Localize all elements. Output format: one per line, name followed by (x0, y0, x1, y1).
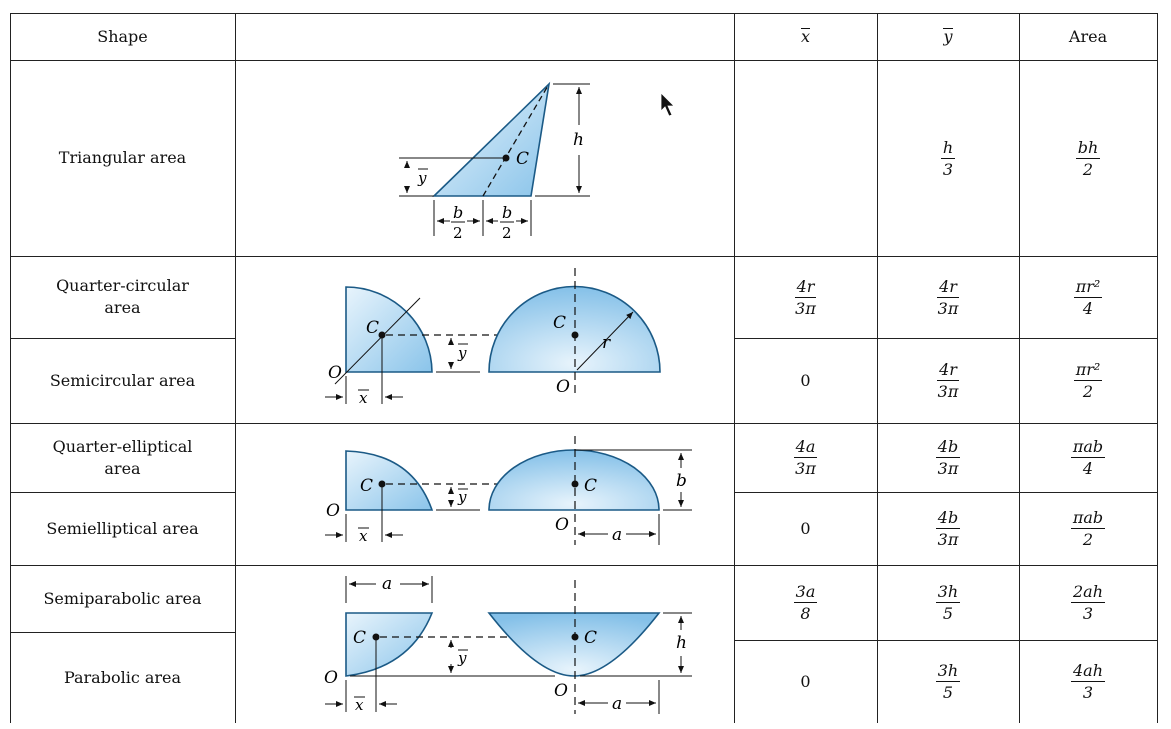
xbar-cell: 0 (800, 671, 811, 691)
xbar-label: x (355, 696, 364, 714)
header-shape: Shape (97, 26, 148, 46)
triangle-diagram (399, 84, 590, 242)
centroid-dot (572, 481, 579, 488)
xbar-cell: 0 (800, 370, 811, 390)
centroid-label: C (584, 628, 598, 648)
radius-label: r (602, 333, 611, 353)
origin-label: O (324, 668, 338, 688)
centroid-label: C (584, 476, 598, 496)
ybar-cell: $\frac{3h}{5}$ (937, 582, 959, 623)
shape-name: Semiparabolic area (43, 588, 202, 608)
origin-label: O (554, 681, 568, 701)
area-cell: $\frac{\text{πab}}{4}$ (1072, 437, 1104, 478)
centroid-label: C (516, 149, 530, 169)
centroid-label: C (553, 313, 567, 333)
xbar-cell: $\frac{4a}{3\pi}$ (795, 437, 816, 478)
shape-name: Semicircular area (49, 370, 196, 390)
centroid-label: C (360, 476, 374, 496)
shape-name: Semielliptical area (46, 518, 199, 538)
header-xbar: x (800, 27, 811, 46)
area-cell: $\frac{\text{πab}}{2}$ (1072, 508, 1104, 549)
half-base-den: 2 (502, 224, 512, 242)
centroid-label: C (366, 318, 380, 338)
xbar-cell: $\frac{4r}{3\pi}$ (795, 276, 816, 318)
xbar-cell: 0 (800, 518, 811, 538)
shape-name: Quarter-elliptical area (52, 436, 193, 478)
elliptical-diagram (325, 436, 692, 545)
ybar-label: y (458, 344, 467, 362)
shape-name: Parabolic area (63, 667, 182, 687)
origin-label: O (555, 515, 569, 535)
centroid-dot (572, 332, 579, 339)
ybar-cell: $\frac{h}{3}$ (942, 137, 954, 179)
centroid-dot (373, 634, 380, 641)
triangle-shape (434, 84, 549, 196)
parabolic-diagram (324, 574, 692, 714)
ybar-cell: $\frac{3h}{5}$ (937, 661, 959, 702)
xbar-label: x (359, 389, 368, 407)
half-base-den: 2 (453, 224, 463, 242)
area-cell: $\frac{\text{πr²}}{2}$ (1075, 360, 1101, 401)
centroid-dot (572, 634, 579, 641)
height-label: h (573, 130, 584, 150)
ybar-label: y (458, 488, 467, 506)
h-label: h (676, 633, 687, 653)
ybar-cell: $\frac{4b}{3\pi}$ (937, 437, 959, 478)
header-area: Area (1068, 26, 1108, 46)
origin-label: O (326, 501, 340, 521)
a-label: a (612, 694, 623, 714)
a-label: a (382, 574, 393, 594)
header-ybar: y (943, 27, 953, 46)
xbar-label: x (359, 527, 368, 545)
a-label: a (612, 525, 623, 545)
centroid-dot (379, 481, 386, 488)
area-cell: $\frac{\text{πr²}}{4}$ (1075, 276, 1101, 318)
area-cell: $\frac{bh}{2}$ (1077, 137, 1099, 179)
half-base-num: b (453, 203, 464, 222)
mouse-pointer-icon (661, 93, 674, 116)
ybar-cell: $\frac{4r}{3\pi}$ (937, 276, 959, 318)
ybar-label: y (418, 169, 427, 187)
shape-name: Triangular area (58, 148, 187, 167)
area-cell: $\frac{4ah}{3}$ (1072, 661, 1104, 702)
shape-name: Quarter-circular area (56, 276, 189, 317)
origin-label: O (328, 363, 342, 383)
semi-ellipse-shape (489, 450, 659, 510)
centroid-dot (503, 155, 510, 162)
xbar-cell: $\frac{3a}{8}$ (795, 582, 816, 623)
centroid-dot (379, 332, 386, 339)
ybar-label: y (458, 649, 467, 667)
quarter-ellipse-shape (346, 451, 432, 510)
ybar-cell: $\frac{4r}{3\pi}$ (937, 360, 959, 401)
b-label: b (676, 471, 687, 491)
parabola-shape (489, 613, 659, 676)
origin-label: O (556, 377, 570, 397)
ybar-cell: $\frac{4b}{3\pi}$ (937, 508, 959, 549)
centroid-label: C (353, 628, 367, 648)
circular-diagram (325, 268, 660, 407)
area-cell: $\frac{2ah}{3}$ (1072, 582, 1104, 623)
half-base-num: b (502, 203, 513, 222)
